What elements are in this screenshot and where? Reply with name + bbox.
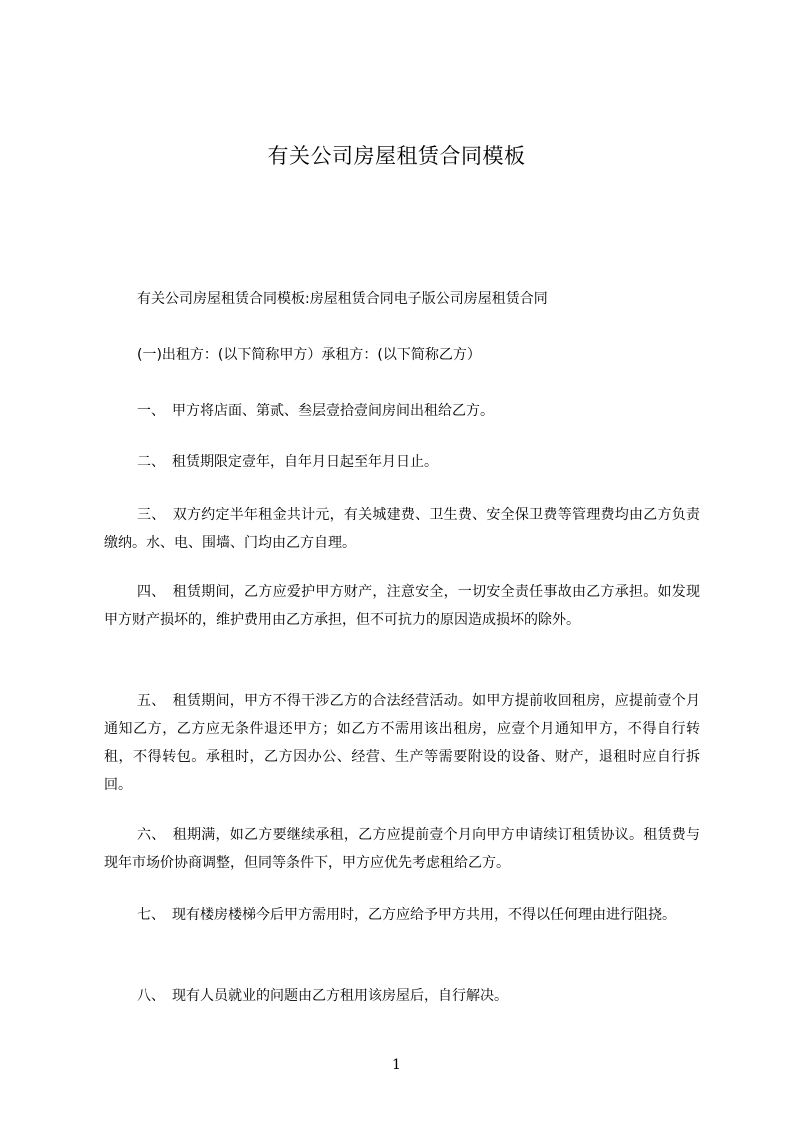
paragraph-clause-8: 八、 现有人员就业的问题由乙方租用该房屋后，自行解决。 bbox=[137, 988, 508, 1004]
paragraph-clause-3: 三、 双方约定半年租金共计元，有关城建费、卫生费、安全保卫费等管理费均由乙方负责缴纳。水、电、围墙、门均由乙方自理。 bbox=[104, 507, 700, 551]
paragraph-clause-5: 五、 租赁期间，甲方不得干涉乙方的合法经营活动。如甲方提前收回租房，应提前壹个月通知乙方，乙方应无条件退还甲方；如乙方不需用该出租房，应壹个月通知甲方，不得自行转租，不得转包。承租时，乙方因办公、经营、生产等需要附设的设备、财产，退租时应自行拆回。 bbox=[104, 693, 700, 793]
page-number: 1 bbox=[392, 1057, 401, 1073]
document-title: 有关公司房屋租赁合同模板 bbox=[267, 144, 526, 168]
paragraph-clause-6: 六、 租期满，如乙方要继续承租，乙方应提前壹个月向甲方申请续订租赁协议。租赁费与现年市场价协商调整，但同等条件下，甲方应优先考虑租给乙方。 bbox=[104, 827, 700, 871]
paragraph-clause-2: 二、 租赁期限定壹年，自年月日起至年月日止。 bbox=[137, 454, 438, 470]
paragraph-clause-1: 一、 甲方将店面、第贰、叁层壹拾壹间房间出租给乙方。 bbox=[137, 403, 494, 419]
paragraph-parties: (一)出租方：(以下简称甲方）承租方：(以下简称乙方） bbox=[137, 347, 481, 363]
paragraph-intro: 有关公司房屋租赁合同模板:房屋租赁合同电子版公司房屋租赁合同 bbox=[137, 291, 548, 307]
paragraph-clause-4: 四、 租赁期间，乙方应爱护甲方财产，注意安全，一切安全责任事故由乙方承担。如发现甲方财产损坏的，维护费用由乙方承担，但不可抗力的原因造成损坏的除外。 bbox=[104, 584, 700, 628]
paragraph-clause-7: 七、 现有楼房楼梯今后甲方需用时，乙方应给予甲方共用，不得以任何理由进行阻挠。 bbox=[137, 907, 676, 923]
